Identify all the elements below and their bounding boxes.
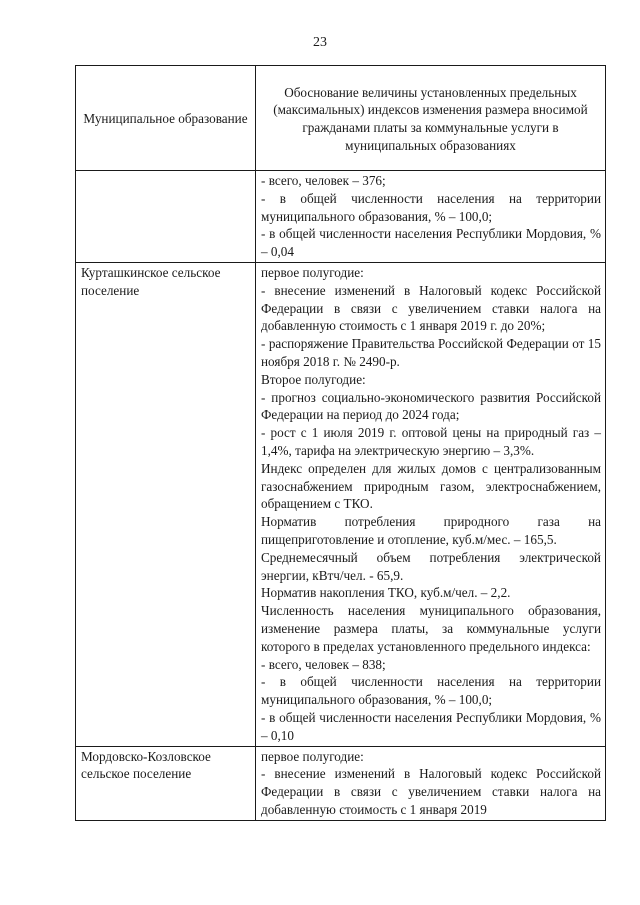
justification-cell <box>256 171 606 263</box>
justification-line: первое полугодие: <box>261 748 364 764</box>
justification-line: Второе полугодие: <box>261 371 366 387</box>
municipality-cell <box>76 262 256 746</box>
justification-line: - в общей численности населения Республики Мордовия, % – 0,10 <box>261 709 601 743</box>
header-municipality: Муниципальное образование <box>76 66 256 171</box>
justification-line: - всего, человек – 838; <box>261 656 386 672</box>
table-header-row <box>76 66 606 171</box>
justification-line: - рост с 1 июля 2019 г. оптовой цены на природный газ – 1,4%, тарифа на электрическую энергию – 3,3%. <box>261 425 601 458</box>
justification-line: - в общей численности населения Республики Мордовия, % – 0,04 <box>261 226 601 260</box>
justification-line: Среднемесячный объем потребления электрической энергии, кВтч/чел. - 65,9. <box>261 549 601 583</box>
header-justification: Обоснование величины установленных предельных (максимальных) индексов изменения размера вносимой гражданами платы за коммунальные услуги в муниципальных образованиях <box>256 66 606 171</box>
justification-line: - внесение изменений в Налоговый кодекс Российской Федерации в связи с увеличением ставки налога на добавленную стоимость с 1 января 2019 <box>261 766 601 817</box>
municipality-cell <box>76 746 256 820</box>
justification-line: Норматив накопления ТКО, куб.м/чел. – 2,2. <box>261 585 511 601</box>
municipal-index-table <box>75 65 606 821</box>
municipality-name: Мордовско-Козловское сельское поселение <box>81 748 211 782</box>
justification-line: Численность населения муниципального образования, изменение размера платы, за коммунальные услуги которого в пределах установленного предельного индекса: <box>261 603 601 654</box>
table-row <box>76 171 606 263</box>
justification-line: - в общей численности населения на территории муниципального образования, % – 100,0; <box>261 190 601 224</box>
table-row <box>76 262 606 746</box>
justification-line: Норматив потребления природного газа на пищеприготовление и отопление, куб.м/мес. – 165,5. <box>261 514 601 547</box>
justification-line: - внесение изменений в Налоговый кодекс Российской Федерации в связи с увеличением ставки налога на добавленную стоимость с 1 января 2019 г. до 20%; <box>261 282 601 334</box>
justification-line: первое полугодие: <box>261 264 364 280</box>
municipality-cell <box>76 171 256 263</box>
justification-line: - распоряжение Правительства Российской Федерации от 15 ноября 2018 г. № 2490-р. <box>261 336 601 369</box>
justification-cell <box>256 746 606 820</box>
page-number: 23 <box>313 35 327 50</box>
justification-line: - прогноз социально-экономического развития Российской Федерации на период до 2024 года; <box>261 389 601 423</box>
table-row <box>76 746 606 820</box>
justification-line: Индекс определен для жилых домов с централизованным газоснабжением природным газом, электроснабжением, обращением с ТКО. <box>261 460 601 512</box>
justification-line: - всего, человек – 376; <box>261 173 386 188</box>
justification-line: - в общей численности населения на территории муниципального образования, % – 100,0; <box>261 674 601 708</box>
justification-cell <box>256 262 606 746</box>
municipality-name: Курташкинское сельское поселение <box>81 264 221 298</box>
